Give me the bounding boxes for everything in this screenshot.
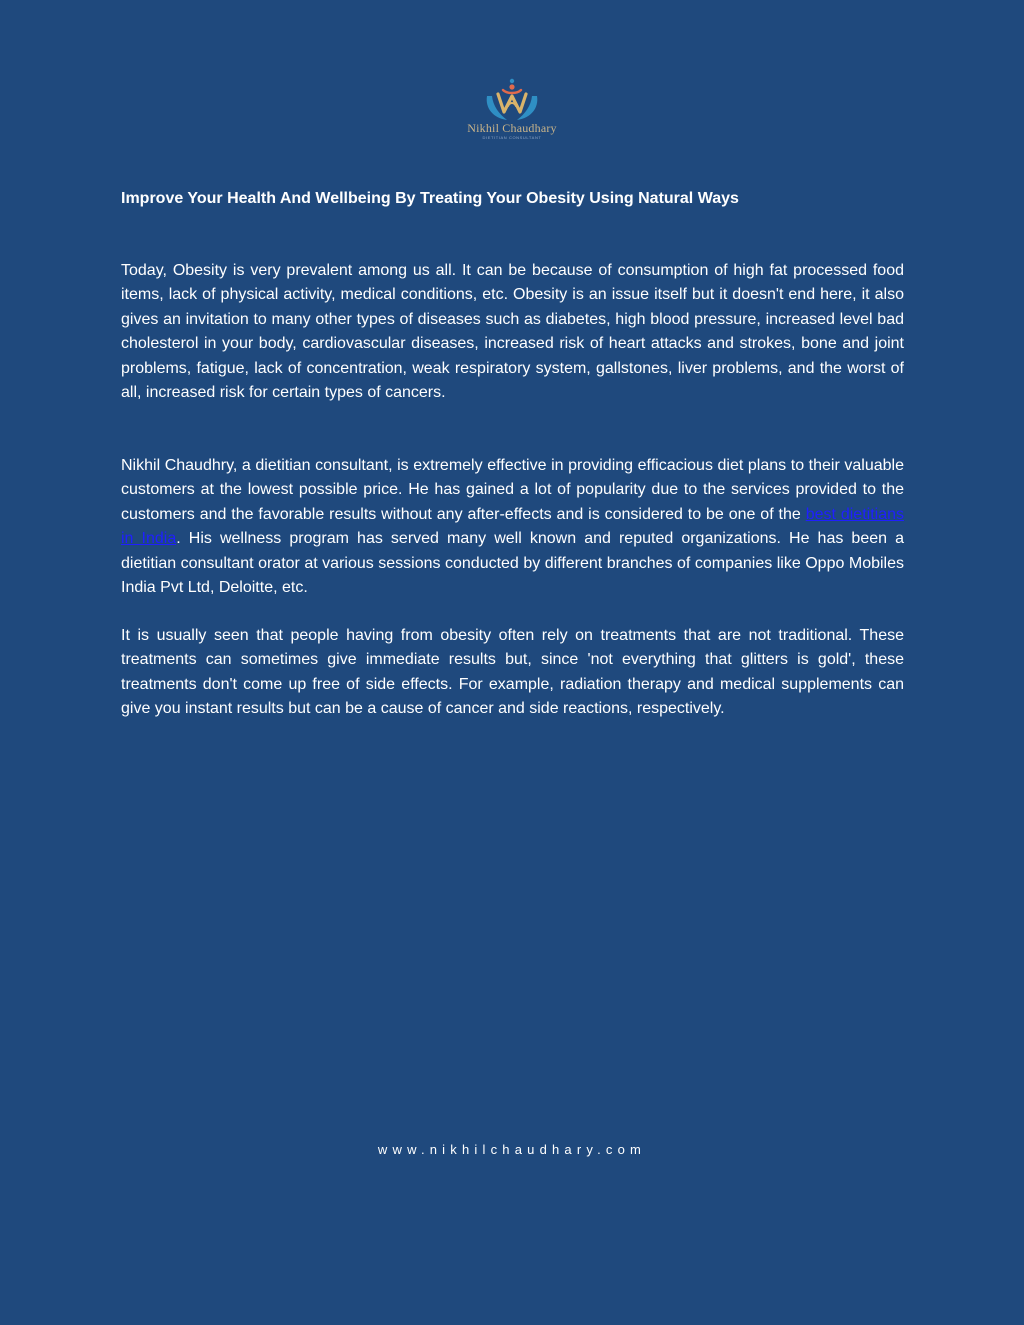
paragraph-about-text-end: . His wellness program has served many well known and reputed organizations. He has been a dietitian consultant orator at various sessions conducted by different branches of companies like Oppo Mobiles India Pvt Ltd, Deloitte, etc. bbox=[121, 530, 905, 597]
paragraph-intro: Today, Obesity is very prevalent among us all. It can be because of consumption of high fat processed food items, lack of physical activity, medical conditions, etc. Obesity is an issue itself but it doesn't end here, it also gives an invitation to many other types of diseases such as diabetes, high blood pressure, increased level bad cholesterol in your body, cardiovascular diseases, increased risk of heart attacks and strokes, bone and joint problems, fatigue, lack of concentration, weak respiratory system, gallstones, liver problems, and the worst of all, increased risk for certain types of cancers. bbox=[121, 262, 904, 402]
paragraph-treatments: It is usually seen that people having from obesity often rely on treatments that are not traditional. These treatments can sometimes give immediate results but, since 'not everything that glitters is gold', these treatments don't come up free of side effects. For example, radiation therapy and medical supplements can give you instant results but can be a cause of cancer and side reactions, respectively. bbox=[121, 627, 904, 718]
page-title: Improve Your Health And Wellbeing By Treating Your Obesity Using Natural Ways bbox=[121, 190, 739, 207]
footer-website: www.nikhilchaudhary.com bbox=[377, 1142, 647, 1157]
logo-tagline: DIETITIAN CONSULTANT bbox=[482, 135, 542, 140]
paragraph-about bbox=[121, 454, 904, 600]
paragraph-about-text-start: Nikhil Chaudhry, a dietitian consultant, is extremely effective in providing efficacious diet plans to their valuable customers at the lowest possible price. He has gained a lot of popularity due to the services provided to the customers and the favorable results without any after-effects and is considered to be one of the bbox=[121, 457, 904, 523]
brand-logo bbox=[458, 76, 566, 150]
best-dietitians-link[interactable]: best dietitians in India bbox=[121, 505, 904, 548]
logo-wordmark: Nikhil Chaudhary bbox=[467, 121, 557, 135]
logo-emblem-icon bbox=[481, 76, 543, 122]
